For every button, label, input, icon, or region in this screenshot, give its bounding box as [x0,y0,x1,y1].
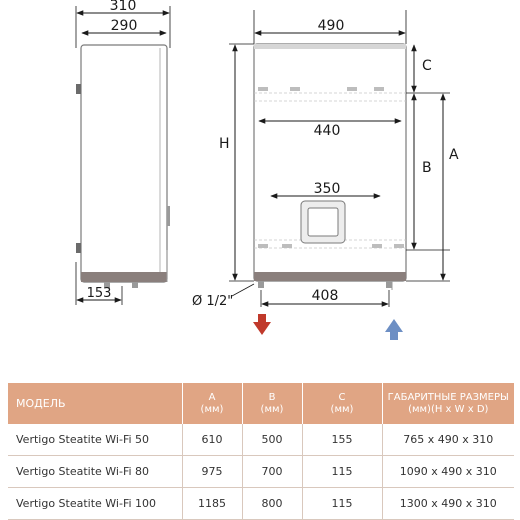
header-c: C (мм) [302,383,382,424]
specs-table [8,383,514,520]
side-base [81,272,167,282]
cold-inlet-pipe [386,281,392,288]
dim-c-label: C [422,58,432,74]
cell-a: 975 [182,456,242,488]
cell-b: 700 [242,456,302,488]
header-model: МОДЕЛЬ [8,383,182,424]
cell-model: Vertigo Steatite Wi-Fi 100 [8,488,182,520]
cell-c: 155 [302,424,382,456]
hot-outlet-pipe [258,281,264,288]
dim-bracket-span: 440 [313,123,341,139]
cell-c: 115 [302,456,382,488]
specs-header-row [8,383,514,424]
table-row [8,456,514,488]
dim-pipe-diameter: Ø 1/2" [192,294,234,309]
control-display [308,208,338,236]
dim-side-bracket: 153 [86,286,112,301]
cell-model: Vertigo Steatite Wi-Fi 80 [8,456,182,488]
table-row [8,424,514,456]
cell-dimensions: 765 x 490 x 310 [382,424,514,456]
front-view [192,10,459,309]
dim-inlet-span: 408 [311,288,339,304]
cell-model: Vertigo Steatite Wi-Fi 50 [8,424,182,456]
side-view [76,0,170,305]
cell-b: 500 [242,424,302,456]
cell-c: 115 [302,488,382,520]
cell-dimensions: 1090 x 490 x 310 [382,456,514,488]
dim-a-label: A [449,147,459,163]
cell-b: 800 [242,488,302,520]
side-body [81,45,167,282]
hot-water-arrow-icon [253,314,271,335]
table-row [8,488,514,520]
side-bottom-bracket [76,243,81,253]
dim-side-body: 290 [110,18,138,34]
cell-dimensions: 1300 x 490 x 310 [382,488,514,520]
dim-b-label: B [422,160,432,176]
dim-lower-span: 350 [313,181,341,197]
cell-a: 1185 [182,488,242,520]
front-body [254,44,406,281]
cold-water-arrow-icon [385,319,403,340]
dim-front-width: 490 [317,18,345,34]
side-top-bracket [76,84,81,94]
cell-a: 610 [182,424,242,456]
header-dimensions: ГАБАРИТНЫЕ РАЗМЕРЫ (мм)(H x W x D) [382,383,514,424]
header-b: B (мм) [242,383,302,424]
dim-height-label: H [219,136,230,152]
header-a: A (мм) [182,383,242,424]
dim-side-depth: 310 [109,0,137,14]
front-base [254,272,406,281]
